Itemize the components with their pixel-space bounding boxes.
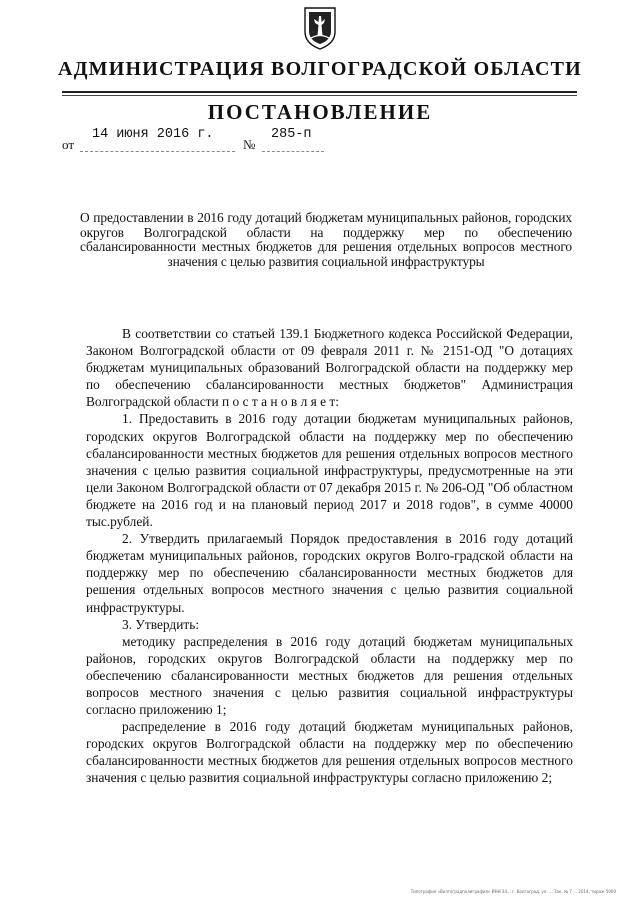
date-prefix-label: от <box>62 137 75 152</box>
print-footer: Типография «Волгоградполиграфия» ИНН 34... г. Волгоград, ул. ... Зак. № 7 ... 2014, тираж 5000 <box>410 889 616 894</box>
document-type-title: ПОСТАНОВЛЕНИЕ <box>207 100 433 124</box>
body-paragraph: методику распределения в 2016 году дотаций бюджетам муниципальных районов, городских округов Волгоградской области на поддержку мер по обеспечению сбалансированности местных бюджетов для решения отдельных вопросов местного значения с целью развития социальной инфраструктуры согласно приложению 1; <box>86 633 573 718</box>
number-underline <box>262 151 324 152</box>
preamble-paragraph: В соответствии со статьей 139.1 Бюджетного кодекса Российской Федерации, Законом Волгоградской области от 09 февраля 2011 г. № 2151-ОД "О дотациях бюджетам муниципальных образований Волгоградской области на поддержку мер по обеспечению сбалансированности местных бюджетов" Администрация Волгоградской области п о с т а н о в л я е т: <box>86 326 573 410</box>
body-paragraph: 3. Утвердить: <box>122 616 200 632</box>
header-divider-thick <box>62 91 577 93</box>
document-number: 285-п <box>271 127 312 142</box>
number-prefix-label: № <box>243 137 256 152</box>
document-body <box>86 325 573 787</box>
body-paragraph: 1. Предоставить в 2016 году дотации бюджетам муниципальных районов, городских округов Волгоградской области на поддержку мер по обеспечению сбалансированности местных бюджетов для решения отдельных вопросов местного значения с целью развития социальной инфраструктуры, предусмотренные на эти цели Законом Волгоградской области от 07 декабря 2015 г. № 206-ОД "Об областном бюджете на 2016 год и на плановый период 2017 и 2018 годов", в сумме 40000 тыс.рублей. <box>86 411 573 530</box>
body-paragraph: распределение в 2016 году дотаций бюджетам муниципальных районов, городских округов Волгоградской области на поддержку мер по обеспечению сбалансированности местных бюджетов для решения отдельных вопросов местного значения с целью развития социальной инфраструктуры согласно приложению 2; <box>86 719 573 786</box>
coat-of-arms-emblem <box>302 6 338 50</box>
body-paragraph: 2. Утвердить прилагаемый Порядок предоставления в 2016 году дотаций бюджетам муниципальных районов, городских округов Волго-градской области на поддержку мер по обеспечению сбалансированности местных бюджетов для решения отдельных вопросов местного значения с целью развития социальной инфраструктуры. <box>86 531 573 615</box>
header-divider-thin <box>62 95 577 96</box>
organization-title: АДМИНИСТРАЦИЯ ВОЛГОГРАДСКОЙ ОБЛАСТИ <box>58 58 582 80</box>
document-meta <box>0 124 640 154</box>
date-underline <box>80 151 235 152</box>
document-date: 14 июня 2016 г. <box>92 127 214 142</box>
document-subject: О предоставлении в 2016 году дотаций бюджетам муниципальных районов, городских округов Волгоградской области на поддержку мер по обеспечению сбалансированности местных бюджетов для решения отдельных вопросов местного значения с целью развития социальной инфраструктуры <box>80 210 572 269</box>
